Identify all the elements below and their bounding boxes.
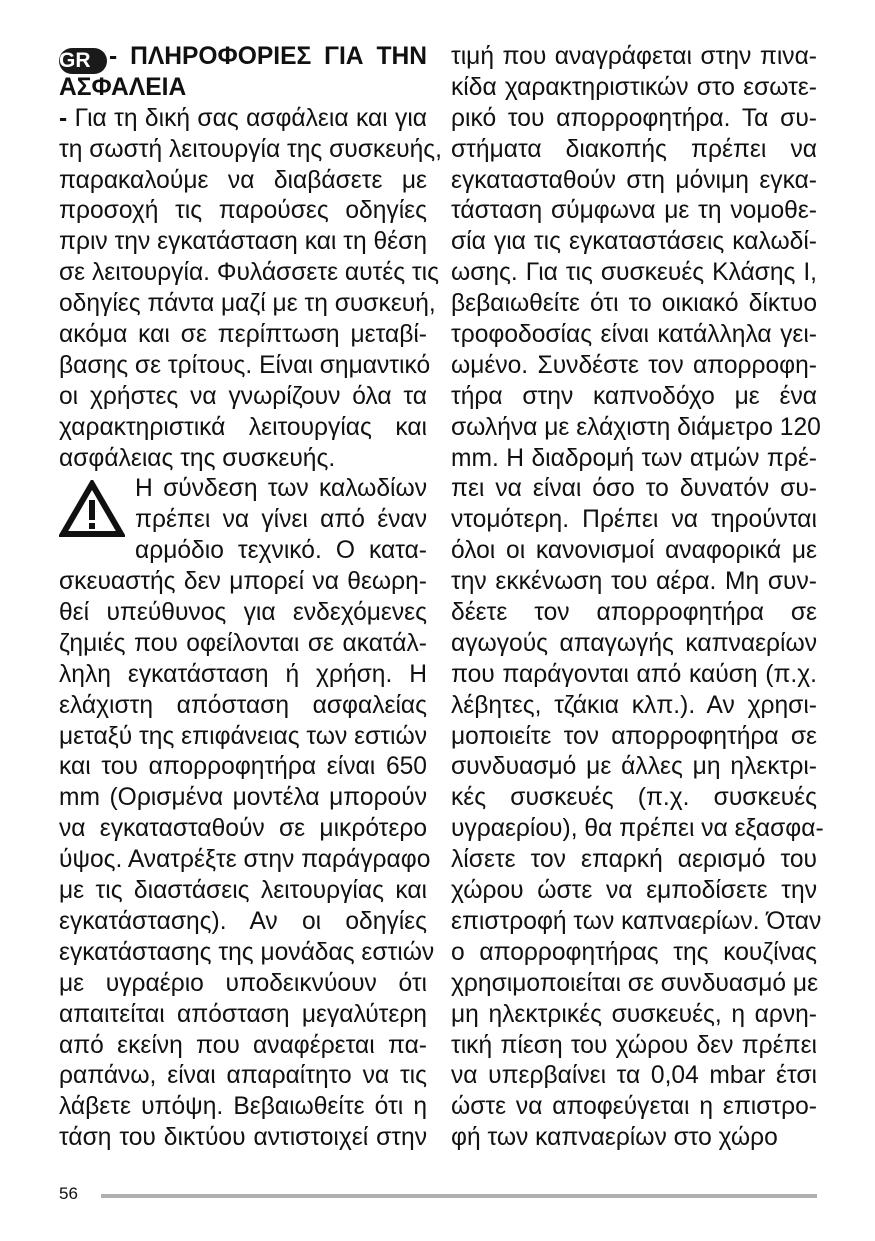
body-line: ρικό του απορροφητήρα. Τα συ-: [451, 104, 817, 132]
body-line: τήρα στην καπνοδόχο με ένα: [451, 382, 817, 410]
body-line: αγωγούς απαγωγής καπναερίων: [451, 629, 817, 657]
body-line: σκευαστής δεν μπορεί να θεωρη-: [59, 568, 427, 596]
body-line: ώστε να αποφεύγεται η επιστρο-: [451, 1093, 817, 1121]
intro-line: παρακαλούμε να διαβάσετε με: [59, 166, 427, 194]
warning-triangle-icon: [59, 480, 125, 538]
body-line: που παράγονται από καύση (π.χ.: [451, 660, 817, 688]
body-line: απαιτείται απόσταση μεγαλύτερη: [59, 1000, 427, 1028]
body-line: χρησιμοποιείται σε συνδυασμό με: [451, 969, 819, 997]
intro-line: σε λειτουργία. Φυλάσσετε αυτές τις: [59, 259, 439, 287]
body-line: φή των καπναερίων στο χώρο: [451, 1124, 778, 1152]
body-line: τάση του δικτύου αντιστοιχεί στην: [59, 1124, 427, 1152]
page-number: 56: [59, 1184, 78, 1203]
body-line: κές συσκευές (π.χ. συσκευές: [451, 784, 817, 812]
intro-line: ακόμα και σε περίπτωση μεταβί-: [59, 321, 427, 349]
left-column: [59, 42, 442, 1154]
body-line: όλοι οι κανονισμοί αναφορικά με: [451, 537, 817, 565]
body-line: χώρου ώστε να εμποδίσετε την: [451, 877, 817, 905]
body-line: εγκατασταθούν στη μόνιμη εγκα-: [451, 166, 817, 194]
body-line: τική πίεση του χώρου δεν πρέπει: [451, 1031, 817, 1059]
language-badge: GR: [59, 48, 107, 74]
body-line: εγκατάστασης). Αν οι οδηγίες: [59, 907, 427, 935]
body-line: στήματα διακοπής πρέπει να: [451, 135, 817, 163]
body-line: τάσταση σύμφωνα με τη νομοθε-: [451, 197, 817, 225]
body-line: τιμή που αναγράφεται στην πινα-: [451, 43, 817, 70]
body-line: δέετε τον απορροφητήρα σε: [451, 599, 817, 627]
body-line: ύψος. Ανατρέξτε στην παράγραφο: [59, 846, 431, 874]
body-line: να υπερβαίνει τα 0,04 mbar έτσι: [451, 1062, 817, 1090]
body-line: mm. Η διαδρομή των ατμών πρέ-: [451, 444, 817, 472]
body-line: σωλήνα με ελάχιστη διάμετρο 120: [451, 413, 821, 441]
body-line: ελάχιστη απόσταση ασφαλείας: [59, 691, 427, 719]
body-line: θεί υπεύθυνος για ενδεχόμενες: [59, 599, 427, 627]
body-line: και του απορροφητήρα είναι 650: [59, 753, 427, 781]
body-line: εγκατάστασης της μονάδας εστιών: [59, 938, 435, 966]
intro-line: ασφάλειας της συσκευής.: [59, 444, 336, 472]
body-line: mm (Ορισμένα μοντέλα μπορούν: [59, 784, 427, 812]
intro-line: χαρακτηριστικά λειτουργίας και: [59, 413, 427, 441]
intro-line: - Για τη δική σας ασφάλεια και για: [59, 104, 427, 132]
intro-line: οδηγίες πάντα μαζί με τη συσκευή,: [59, 290, 436, 318]
intro-line: προσοχή τις παρούσες οδηγίες: [59, 197, 427, 225]
body-line: πει να είναι όσο το δυνατόν συ-: [451, 475, 817, 503]
body-line: λάβετε υπόψη. Βεβαιωθείτε ότι η: [59, 1093, 427, 1121]
body-line: κίδα χαρακτηριστικών στο εσωτε-: [451, 73, 817, 101]
intro-line: οι χρήστες να γνωρίζουν όλα τα: [59, 382, 427, 410]
body-line: βεβαιωθείτε ότι το οικιακό δίκτυο: [451, 290, 817, 318]
footer-rule: [101, 1194, 817, 1198]
body-line: να εγκατασταθούν σε μικρότερο: [59, 815, 427, 843]
warning-block: [59, 474, 427, 567]
warning-line: αρμόδιο τεχνικό. Ο κατα-: [135, 537, 427, 565]
body-line: λίσετε τον επαρκή αερισμό του: [451, 846, 817, 874]
body-line: την εκκένωση του αέρα. Μη συν-: [451, 568, 817, 596]
body-line: ραπάνω, είναι απαραίτητο να τις: [59, 1062, 427, 1090]
body-line: μη ηλεκτρικές συσκευές, η αρνη-: [451, 1000, 817, 1028]
body-line: ωμένο. Συνδέστε τον απορροφη-: [451, 351, 817, 379]
body-line: με υγραέριο υποδεικνύουν ότι: [59, 969, 427, 997]
body-line: σία για τις εγκαταστάσεις καλωδί-: [451, 228, 817, 256]
page-footer: [59, 1180, 817, 1204]
warning-line: Η σύνδεση των καλωδίων: [135, 475, 427, 503]
body-line: επιστροφή των καπναερίων. Όταν: [451, 907, 822, 935]
intro-line: πριν την εγκατάσταση και τη θέση: [59, 228, 427, 256]
body-line: συνδυασμό με άλλες μη ηλεκτρι-: [451, 753, 817, 781]
intro-line: βασης σε τρίτους. Είναι σημαντικό: [59, 351, 431, 379]
body-line: μεταξύ της επιφάνειας των εστιών: [59, 722, 427, 750]
body-line: λέβητες, τζάκια κλπ.). Αν χρησι-: [451, 691, 817, 719]
body-line: ωσης. Για τις συσκευές Κλάσης Ι,: [451, 259, 817, 287]
body-line: ντομότερη. Πρέπει να τηρούνται: [451, 506, 817, 534]
body-line: ο απορροφητήρας της κουζίνας: [451, 938, 817, 966]
body-line: με τις διαστάσεις λειτουργίας και: [59, 877, 427, 905]
body-line: τροφοδοσίας είναι κατάλληλα γει-: [451, 321, 817, 349]
intro-line: τη σωστή λειτουργία της συσκευής,: [59, 135, 442, 163]
section-heading-line2: ΑΣΦΑΛΕΙΑ: [59, 73, 187, 101]
body-line: υγραερίου), θα πρέπει να εξασφα-: [451, 815, 824, 843]
body-line: μοποιείτε τον απορροφητήρα σε: [451, 722, 817, 750]
body-line: από εκείνη που αναφέρεται πα-: [59, 1031, 427, 1059]
right-column: [451, 42, 824, 1154]
body-line: ληλη εγκατάσταση ή χρήση. Η: [59, 660, 427, 688]
section-heading-line1: GR - ΠΛΗΡΟΦΟΡΙΕΣ ΓΙΑ ΤΗΝ: [59, 43, 427, 72]
body-line: ζημιές που οφείλονται σε ακατάλ-: [59, 629, 427, 657]
warning-line: πρέπει να γίνει από έναν: [135, 506, 427, 534]
